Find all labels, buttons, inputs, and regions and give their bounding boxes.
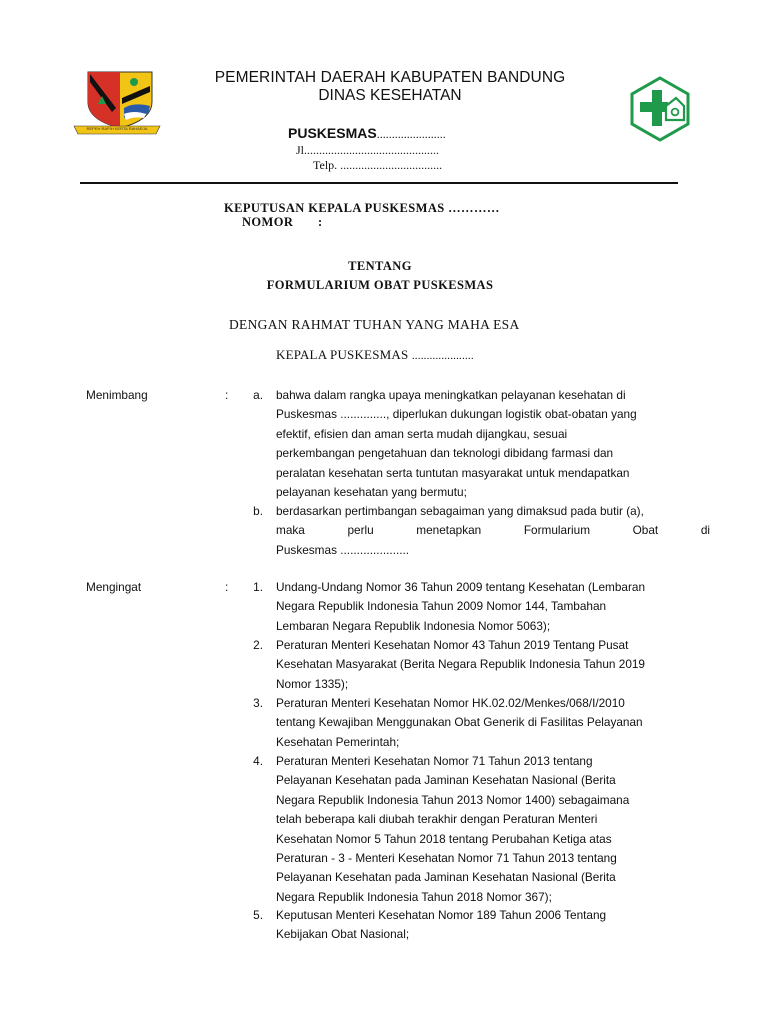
text-line: Undang-Undang Nomor 36 Tahun 2009 tentang Kesehatan (Lembaran bbox=[276, 580, 646, 594]
mengingat-item bbox=[276, 578, 710, 636]
text-line: telah beberapa kali diubah terakhir dengan Peraturan Menteri bbox=[276, 812, 598, 827]
puskesmas-blank: ....................... bbox=[376, 127, 446, 141]
kabupaten-bandung-emblem-icon bbox=[72, 68, 162, 136]
mengingat-item-num: 3. bbox=[253, 696, 263, 710]
emblem-motto: REPEH RAPIH KERTA RAHARJA bbox=[86, 126, 148, 131]
menimbang-colon: : bbox=[225, 388, 229, 402]
mengingat-item bbox=[276, 636, 710, 694]
text-line: peralatan kesehatan serta tuntutan masyarakat untuk mendapatkan bbox=[276, 465, 630, 480]
text-line: Pelayanan Kesehatan pada Jaminan Kesehatan Nasional (Berita bbox=[276, 773, 616, 788]
menimbang-item-num: b. bbox=[253, 504, 263, 518]
text-line: bahwa dalam rangka upaya meningkatkan pelayanan kesehatan di bbox=[276, 388, 626, 402]
decree-title: KEPUTUSAN KEPALA PUSKESMAS ………… bbox=[224, 201, 500, 215]
address-line: Jl............................................. bbox=[296, 143, 440, 157]
mengingat-label: Mengingat bbox=[86, 580, 142, 594]
text-line: Peraturan Menteri Kesehatan Nomor 43 Tahun 2019 Tentang Pusat bbox=[276, 638, 629, 652]
puskesmas-cross-logo-icon bbox=[628, 76, 692, 142]
text-line: Puskesmas .............., diperlukan dukungan logistik obat-obatan yang bbox=[276, 407, 637, 422]
puskesmas-name bbox=[288, 125, 446, 142]
decree-about-label: TENTANG bbox=[348, 259, 412, 273]
mengingat-item-num: 5. bbox=[253, 908, 263, 922]
text-line: Kebijakan Obat Nasional; bbox=[276, 927, 410, 942]
text-line: Kesehatan Nomor 5 Tahun 2018 tentang Perubahan Ketiga atas bbox=[276, 831, 612, 846]
text-line: Peraturan - 3 - Menteri Kesehatan Nomor 71 Tahun 2013 tentang bbox=[276, 851, 617, 866]
mengingat-item bbox=[276, 694, 710, 752]
text-line: Pelayanan Kesehatan pada Jaminan Kesehatan Nasional (Berita bbox=[276, 870, 616, 885]
mengingat-item-num: 2. bbox=[253, 638, 263, 652]
authority-heading bbox=[276, 347, 474, 363]
text-line: pelayanan kesehatan yang bermutu; bbox=[276, 485, 467, 500]
text-line: Keputusan Menteri Kesehatan Nomor 189 Tahun 2006 Tentang bbox=[276, 908, 607, 922]
text-line: Kesehatan Pemerintah; bbox=[276, 734, 400, 749]
decree-subject: FORMULARIUM OBAT PUSKESMAS bbox=[266, 278, 494, 292]
letterhead-divider bbox=[80, 182, 678, 184]
text-line: Lembaran Negara Republik Indonesia Nomor 5063); bbox=[276, 618, 551, 633]
text-line: Nomor 1335); bbox=[276, 676, 349, 691]
text-line: maka perlu menetapkan Formularium Obat di bbox=[276, 523, 710, 538]
decree-number: NOMOR : bbox=[242, 215, 323, 229]
authority-label: KEPALA PUSKESMAS bbox=[276, 347, 409, 362]
text-line: Peraturan Menteri Kesehatan Nomor 71 Tahun 2013 tentang bbox=[276, 754, 593, 768]
invocation: DENGAN RAHMAT TUHAN YANG MAHA ESA bbox=[229, 317, 520, 332]
text-line: Negara Republik Indonesia Tahun 2009 Nomor 144, Tambahan bbox=[276, 599, 607, 614]
text-line: Negara Republik Indonesia Tahun 2013 Nomor 1400) sebagaimana bbox=[276, 792, 630, 807]
text-line: perkembangan pengetahuan dan teknologi dibidang farmasi dan bbox=[276, 446, 614, 461]
text-line: berdasarkan pertimbangan sebagaiman yang dimaksud pada butir (a), bbox=[276, 504, 644, 518]
department-title: DINAS KESEHATAN bbox=[318, 87, 462, 104]
text-line: Kesehatan Masyarakat (Berita Negara Republik Indonesia Tahun 2019 bbox=[276, 657, 645, 672]
mengingat-item bbox=[276, 906, 710, 945]
text-line: Puskesmas ..................... bbox=[276, 542, 410, 557]
mengingat-item-num: 4. bbox=[253, 754, 263, 768]
text-line: efektif, efisien dan aman serta mudah dijangkau, sesuai bbox=[276, 426, 568, 441]
menimbang-item-num: a. bbox=[253, 388, 263, 402]
mengingat-item-num: 1. bbox=[253, 580, 263, 594]
text-line: Negara Republik Indonesia Tahun 2018 Nomor 367); bbox=[276, 889, 552, 904]
mengingat-item bbox=[276, 752, 710, 907]
mengingat-colon: : bbox=[225, 580, 229, 594]
menimbang-item bbox=[276, 502, 710, 560]
menimbang-item bbox=[276, 386, 710, 502]
text-line: Peraturan Menteri Kesehatan Nomor HK.02.02/Menkes/068/I/2010 bbox=[276, 696, 625, 710]
government-title: PEMERINTAH DAERAH KABUPATEN BANDUNG bbox=[214, 69, 566, 86]
menimbang-label: Menimbang bbox=[86, 388, 148, 402]
phone-line: Telp. .................................. bbox=[313, 158, 443, 172]
puskesmas-label: PUSKESMAS bbox=[288, 125, 377, 141]
text-line: tentang Kewajiban Menggunakan Obat Generik di Fasilitas Pelayanan bbox=[276, 715, 643, 730]
authority-blank: ..................... bbox=[411, 350, 474, 362]
